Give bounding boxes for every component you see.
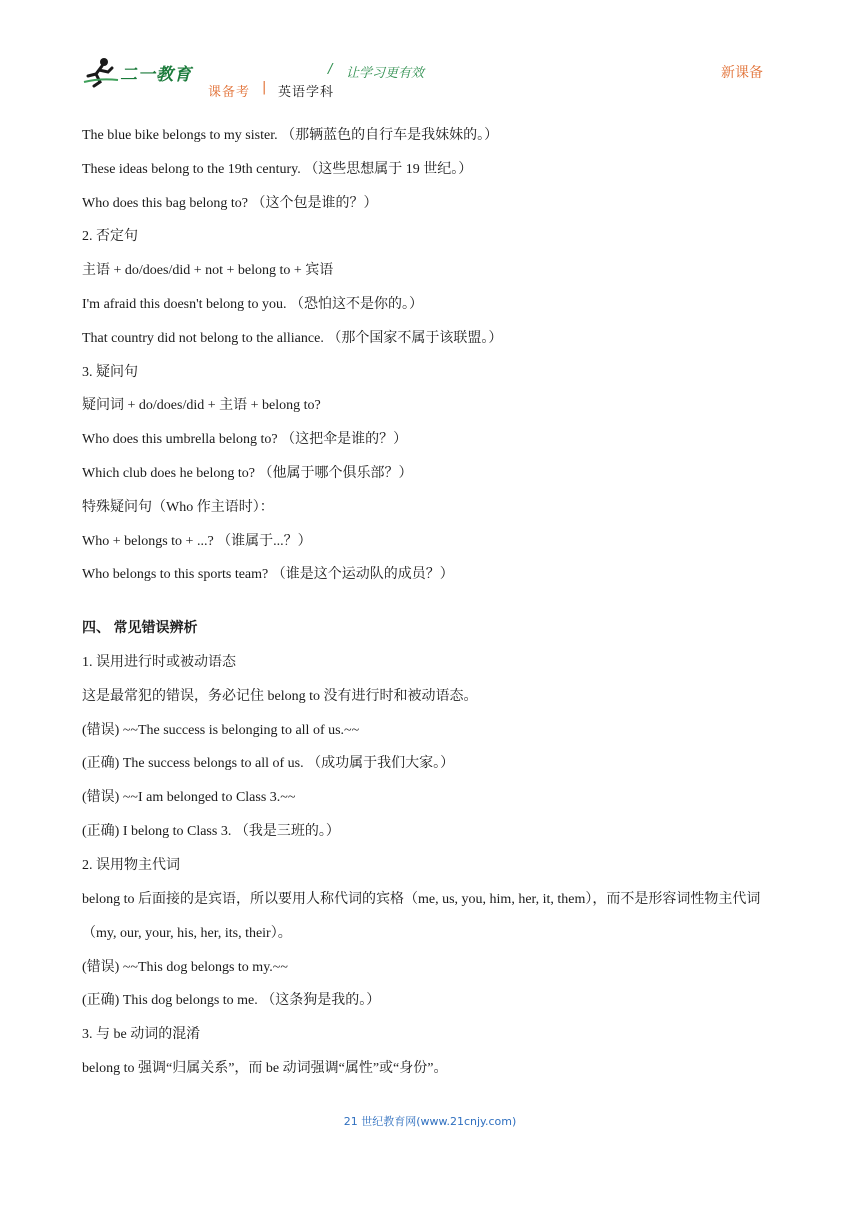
- new-course-label: 新课备: [721, 65, 763, 81]
- page-footer: 21 世纪教育网(www.21cnjy.com): [343, 1115, 517, 1128]
- logo: [82, 56, 192, 88]
- course-prep-label: 课备考: [208, 85, 251, 100]
- wrong-example: (错误) ~~This dog belongs to my.~~: [82, 959, 288, 975]
- runner-logo-icon: [82, 56, 120, 88]
- wrong-example: (错误) ~~The success is belonging to all of us.~~: [82, 722, 360, 738]
- subheading: 3. 与 be 动词的混淆: [82, 1027, 201, 1043]
- text-line: Which club does he belong to? （他属于哪个俱乐部？）: [82, 465, 413, 481]
- text-line: Who belongs to this sports team? （谁是这个运动队的成员？）: [82, 567, 454, 583]
- page-header: [0, 0, 860, 110]
- subheading: 3. 疑问句: [82, 364, 138, 380]
- text-line: That country did not belong to the alliance. （那个国家不属于该联盟。）: [82, 330, 503, 346]
- text-line: These ideas belong to the 19th century. （这些思想属于 19 世纪。）: [82, 161, 473, 177]
- correct-example: (正确) I belong to Class 3. （我是三班的。）: [82, 823, 340, 839]
- text-line: Who does this bag belong to? （这个包是谁的？）: [82, 195, 378, 211]
- correct-example: (正确) The success belongs to all of us. （成功属于我们大家。）: [82, 756, 455, 772]
- text-line: 疑问词 + do/does/did + 主语 + belong to?: [82, 398, 321, 414]
- document-body: [82, 126, 782, 1093]
- text-line: I'm afraid this doesn't belong to you. （恐怕这不是你的。）: [82, 296, 424, 312]
- subheading: 2. 否定句: [82, 229, 138, 245]
- subheading: 2. 误用物主代词: [82, 857, 180, 873]
- header-separator: |: [262, 80, 267, 95]
- text-line: 主语 + do/does/did + not + belong to + 宾语: [82, 263, 334, 279]
- text-line: The blue bike belongs to my sister. （那辆蓝色的自行车是我妹妹的。）: [82, 128, 499, 143]
- logo-text: 二一教育: [120, 65, 192, 85]
- text-line: belong to 强调“归属关系”，而 be 动词强调“属性”或“身份”。: [82, 1060, 448, 1076]
- text-line: 这是最常犯的错误，务必记住 belong to 没有进行时和被动语态。: [82, 688, 478, 704]
- subheading: 1. 误用进行时或被动语态: [82, 654, 236, 670]
- spacer: [82, 599, 782, 619]
- section-heading: 四、 常见错误辨析: [82, 621, 198, 637]
- wrong-example: (错误) ~~I am belonged to Class 3.~~: [82, 790, 296, 806]
- text-line: 特殊疑问句（Who 作主语时）：: [82, 499, 274, 515]
- subject-label: 英语学科: [278, 85, 335, 100]
- slogan: 让学习更有效: [346, 66, 425, 81]
- text-line: Who does this umbrella belong to? （这把伞是谁的？）: [82, 432, 408, 448]
- text-line: Who + belongs to + ...? （谁属于...？）: [82, 533, 312, 549]
- correct-example: (正确) This dog belongs to me. （这条狗是我的。）: [82, 993, 381, 1009]
- slogan-slash: /: [328, 62, 333, 77]
- paragraph: belong to 后面接的是宾语，所以要用人称代词的宾格（me, us, you, him, her, it, them），而不是形容词性物主代词（my, our, your, his, her, its, their）。: [82, 891, 761, 941]
